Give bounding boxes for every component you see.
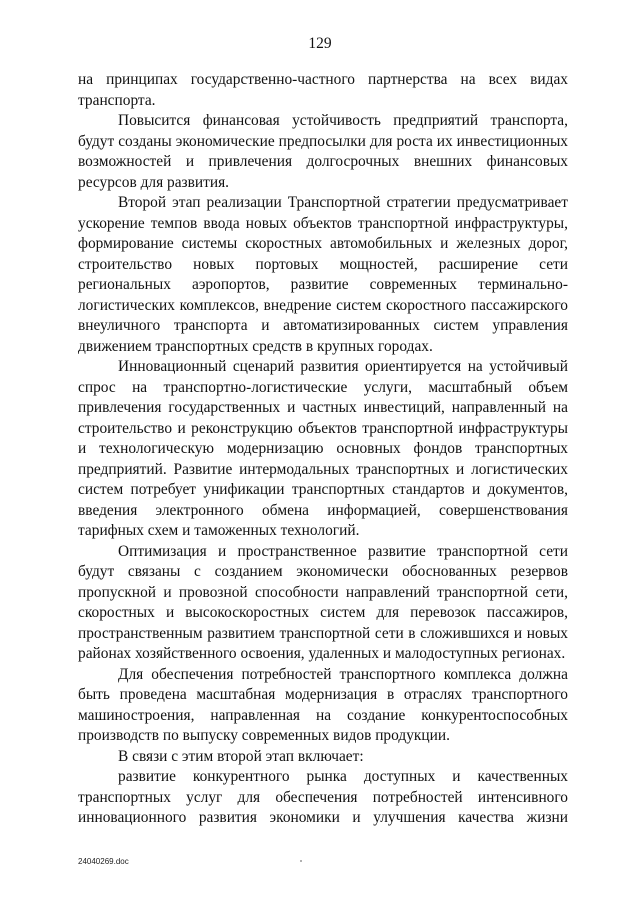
paragraph-2: Повысится финансовая устойчивость предприятий транспорта, будут созданы экономические предпосылки для роста их инвестиционных возможностей и привлечения долгосрочных внешних финансовых ресурсов для развития. (78, 112, 568, 191)
footer-file-code: 24040269.doc (78, 857, 129, 866)
paragraph-8: развитие конкурентного рынка доступных и качественных транспортных услуг для обеспечения потребностей интенсивного инновационного развития экономики и улучшения качества жизни (78, 768, 568, 826)
paragraph-5: Оптимизация и пространственное развитие транспортной сети будут связаны с созданием экономически обоснованных резервов пропускной и провозной способности направлений транспортной сети, скоростных и высокоскоростных систем для перевозок пассажиров, пространственным развитием транспортной сети в сложившихся и новых районах хозяйственного освоения, удаленных и малодоступных регионах. (78, 542, 568, 662)
scan-dot (300, 860, 302, 862)
paragraph-6: Для обеспечения потребностей транспортного комплекса должна быть проведена масштабная модернизация в отраслях транспортного машиностроения, направленная на создание конкурентоспособных производств по выпуску современных видов продукции. (78, 665, 568, 744)
page-number: 129 (308, 35, 332, 52)
paragraph-4: Инновационный сценарий развития ориентируется на устойчивый спрос на транспортно-логистические услуги, масштабный объем привлечения государственных и частных инвестиций, направленный на строительство и реконструкцию объектов транспортной инфраструктуры и технологическую модернизацию основных фондов транспортных предприятий. Развитие интермодальных транспортных и логистических систем потребует унификации транспортных стандартов и документов, введения электронного обмена информацией, совершенствования тарифных схем и таможенных технологий. (78, 358, 568, 539)
paragraph-3: Второй этап реализации Транспортной стратегии предусматривает ускорение темпов ввода новых объектов транспортной инфраструктуры, формирование системы скоростных автомобильных и железных дорог, строительство новых портовых мощностей, расширение сети региональных аэропортов, развитие современных терминально-логистических комплексов, внедрение систем скоростного пассажирского внеуличного транспорта и автоматизированных систем управления движением транспортных средств в крупных городах. (78, 194, 568, 355)
paragraph-1: на принципах государственно-частного партнерства на всех видах транспорта. (78, 71, 568, 109)
paragraph-7: В связи с этим второй этап включает: (118, 747, 364, 765)
body-text (78, 70, 568, 829)
